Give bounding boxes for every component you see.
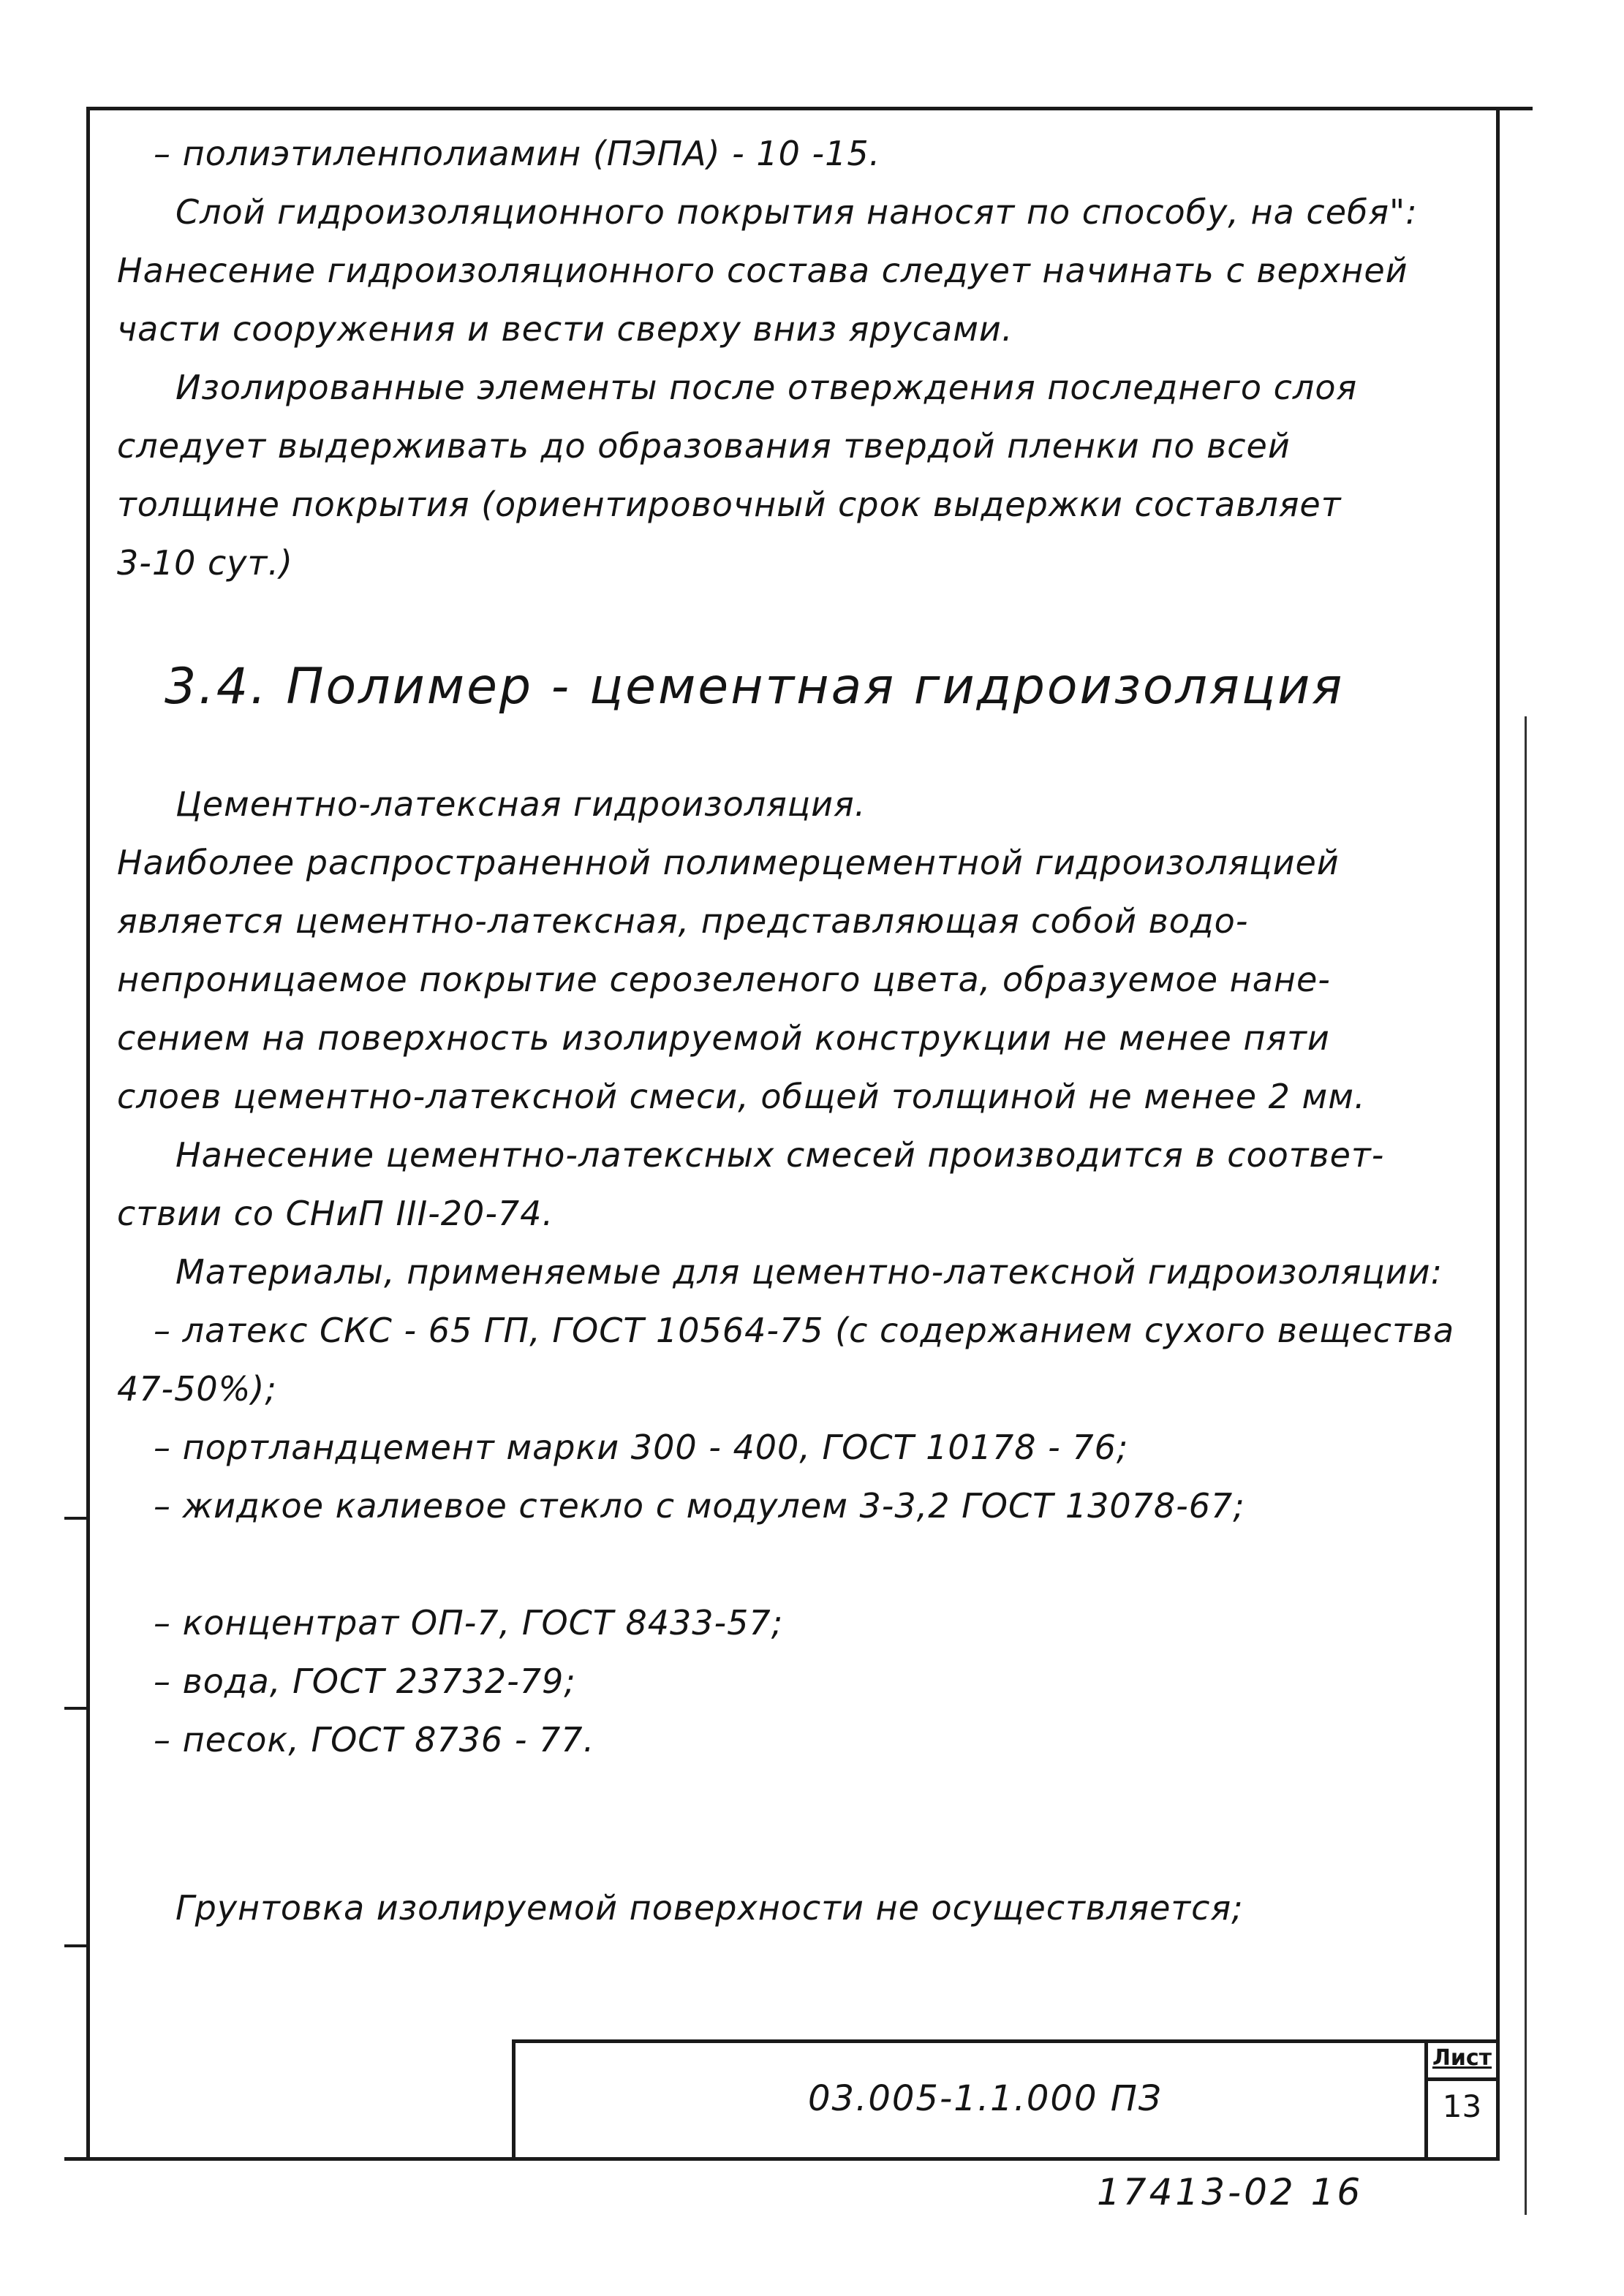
text-line: Нанесение гидроизоляционного состава следует начинать с верхней bbox=[117, 251, 1408, 290]
frame-left-border bbox=[86, 107, 90, 2161]
text-line: Материалы, применяемые для цементно-латексной гидроизоляции: bbox=[175, 1252, 1443, 1292]
page-edge-line bbox=[1525, 716, 1527, 2215]
document-code: 03.005-1.1.000 ПЗ bbox=[808, 2078, 1163, 2119]
text-line: следует выдерживать до образования твердой пленки по всей bbox=[117, 426, 1291, 466]
section-heading: 3.4. Полимер - цементная гидроизоляция bbox=[165, 658, 1345, 716]
text-line: является цементно-латексная, представляющая собой водо- bbox=[117, 901, 1249, 941]
spacer bbox=[117, 1535, 1484, 1594]
text-line: Наиболее распространенной полимерцементной гидроизоляцией bbox=[117, 843, 1340, 882]
text-line: Слой гидроизоляционного покрытия наносят по способу, на себя": bbox=[175, 192, 1418, 232]
list-item: – латекс СКС - 65 ГП, ГОСТ 10564-75 (с содержанием сухого вещества bbox=[154, 1311, 1455, 1350]
text-line: ствии со СНиП III-20-74. bbox=[117, 1194, 554, 1233]
list-item: – песок, ГОСТ 8736 - 77. bbox=[154, 1720, 595, 1759]
list-item: – концентрат ОП-7, ГОСТ 8433-57; bbox=[154, 1603, 784, 1643]
binding-mark bbox=[64, 1707, 88, 1710]
sheet-label: Лист bbox=[1428, 2039, 1496, 2081]
text-line: 47-50%); bbox=[117, 1369, 277, 1409]
paragraph-block-1 bbox=[117, 124, 1484, 592]
archive-number: 17413-02 16 bbox=[1097, 2171, 1364, 2213]
spacer bbox=[117, 1769, 1484, 1879]
text-line: части сооружения и вести сверху вниз ярусами. bbox=[117, 309, 1013, 349]
list-item: – жидкое калиевое стекло с модулем 3-3,2 ГОСТ 13078-67; bbox=[154, 1486, 1245, 1526]
list-item: – портландцемент марки 300 - 400, ГОСТ 10178 - 76; bbox=[154, 1428, 1129, 1467]
title-block bbox=[512, 2039, 1496, 2161]
paragraph-block-2 bbox=[117, 775, 1484, 1937]
text-line: сением на поверхность изолируемой конструкции не менее пяти bbox=[117, 1018, 1330, 1058]
text-line: толщине покрытия (ориентировочный срок выдержки составляет bbox=[117, 485, 1342, 524]
text-line: непроницаемое покрытие серозеленого цвета, образуемое нане- bbox=[117, 960, 1331, 999]
binding-mark bbox=[64, 1944, 88, 1947]
binding-mark bbox=[64, 1517, 88, 1520]
frame-right-border bbox=[1496, 107, 1500, 2161]
text-line: Нанесение цементно-латексных смесей производится в соответ- bbox=[175, 1135, 1385, 1175]
text-line: Изолированные элементы после отверждения последнего слоя bbox=[175, 368, 1358, 407]
subheading: Цементно-латексная гидроизоляция. bbox=[175, 784, 866, 824]
frame-top-border bbox=[86, 107, 1533, 110]
list-item: – вода, ГОСТ 23732-79; bbox=[154, 1662, 576, 1701]
list-item: – полиэтиленполиамин (ПЭПА) - 10 -15. bbox=[154, 134, 881, 173]
closing-line: Грунтовка изолируемой поверхности не осуществляется; bbox=[175, 1888, 1244, 1928]
sheet-cell bbox=[1424, 2039, 1496, 2161]
text-line: слоев цементно-латексной смеси, общей толщиной не менее 2 мм. bbox=[117, 1077, 1366, 1116]
sheet-number: 13 bbox=[1442, 2088, 1482, 2124]
text-line: 3-10 сут.) bbox=[117, 543, 293, 583]
